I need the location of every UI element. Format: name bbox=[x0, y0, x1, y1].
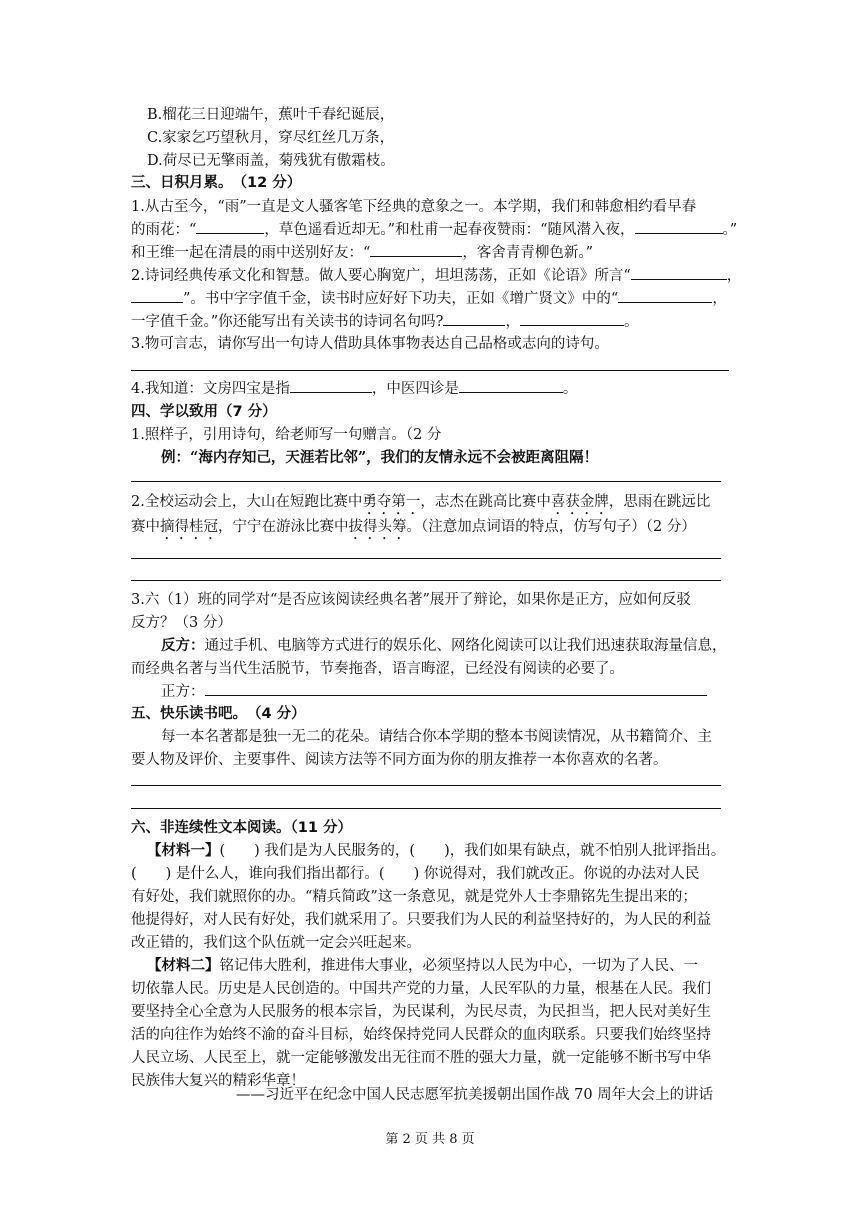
answer-line[interactable] bbox=[131, 808, 721, 809]
s4-q2-line2: 赛中摘得桂冠，宁宁在游泳比赛中拔得头筹。（注意加点词语的特点，仿写句子）（2 分） bbox=[131, 519, 696, 535]
s3-q1-line1: 1.从古至今，“雨”一直是文人骚客笔下经典的意象之一。本学期，我们和韩愈相约看早春 bbox=[131, 199, 697, 215]
answer-blank[interactable] bbox=[370, 242, 462, 257]
material-1-line2: ( ) 是什么人，谁向我们指出都行。( ) 你说得对，我们就改正。你说的办法对人民 bbox=[131, 866, 700, 882]
material-2-line6: 民族伟大复兴的精彩华章！ bbox=[131, 1073, 305, 1089]
material-2-line2: 切依靠人民。历史是人民创造的。中国共产党的力量，人民军队的力量，根基在人民。我们 bbox=[131, 981, 711, 997]
s3-q3: 3.物可言志，请你写出一句诗人借助具体事物表达自己品格或志向的诗句。 bbox=[131, 336, 609, 352]
material-2-line3: 要坚持全心全意为人民服务的根本宗旨，为民谋利，为民尽责，为民担当，把人民对美好生 bbox=[131, 1004, 711, 1020]
answer-blank[interactable] bbox=[131, 288, 183, 303]
material-2-line5: 人民立场、人民至上，就一定能够激发出无往而不胜的强大力量，就一定能够不断书写中华 bbox=[131, 1050, 711, 1066]
answer-blank[interactable] bbox=[635, 219, 723, 234]
material-2-line1: 【材料二】铭记伟大胜利，推进伟大事业，必须坚持以人民为中心，一切为了人民、一 bbox=[147, 958, 698, 974]
answer-blank[interactable] bbox=[459, 378, 563, 393]
page-footer: 第 2 页 共 8 页 bbox=[385, 1132, 475, 1147]
s4-q3-zheng: 正方： bbox=[161, 681, 707, 703]
material-1-line5: 改正错的，我们这个队伍就一定会兴旺起来。 bbox=[131, 935, 421, 951]
answer-blank[interactable] bbox=[520, 311, 624, 326]
s3-q1-line2: 的雨花：“ ，草色遥看近却无。”和杜甫一起春夜赞雨：“随风潜入夜， 。” bbox=[131, 219, 737, 241]
s4-q3-line2: 反方？（3 分） bbox=[131, 615, 232, 631]
answer-blank[interactable] bbox=[443, 311, 505, 326]
section-6-title: 六、非连续性文本阅读。（11 分） bbox=[131, 820, 352, 836]
answer-line[interactable] bbox=[131, 580, 721, 581]
option-b: B.榴花三日迎端午，蕉叶千春纪诞辰， bbox=[147, 107, 395, 123]
s4-q2-line1: 2.全校运动会上，大山在短跑比赛中勇夺第一，志杰在跳高比赛中喜获金牌，思雨在跳远比 bbox=[131, 494, 711, 510]
answer-blank[interactable] bbox=[631, 265, 727, 280]
section-3-title: 三、日积月累。 （12 分） bbox=[131, 175, 302, 191]
s3-q2-line3: 一字值千金。”你还能写出有关读书的诗词名句吗? ， 。 bbox=[131, 311, 638, 333]
s4-q3-fan-line1: 反方：通过手机、电脑等方式进行的娱乐化、网络化阅读可以让我们迅速获取海量信息， bbox=[161, 637, 727, 654]
s3-q4: 4.我知道：文房四宝是指 ，中医四诊是 。 bbox=[131, 378, 577, 400]
answer-blank[interactable] bbox=[196, 219, 264, 234]
answer-line[interactable] bbox=[131, 370, 729, 371]
material-1-line4: 他提得好，对人民有好处，我们就采用了。只要我们为人民的利益坚持好的，为人民的利益 bbox=[131, 912, 711, 928]
s5-line2: 要人物及评价、主要事件、阅读方法等不同方面为你的朋友推荐一本你喜欢的名著。 bbox=[131, 752, 668, 768]
s3-q2-line1: 2.诗词经典传承文化和智慧。做人要心胸宽广，坦坦荡荡，正如《论语》所言“ ， bbox=[131, 265, 741, 287]
option-d: D.荷尽已无擎雨盖，菊残犹有傲霜枝。 bbox=[147, 153, 395, 169]
answer-line[interactable] bbox=[131, 785, 721, 786]
material-2-line4: 活的向往作为始终不渝的奋斗目标，始终保持党同人民群众的血肉联系。只要我们始终坚持 bbox=[131, 1027, 711, 1043]
s4-q1-example: 例：“海内存知己，天涯若比邻”，我们的友情永远不会被距离阻隔！ bbox=[161, 449, 599, 466]
answer-blank[interactable] bbox=[618, 288, 712, 303]
section-5-title: 五、快乐读书吧。 （4 分） bbox=[131, 706, 306, 722]
s4-q1: 1.照样子，引用诗句，给老师写一句赠言。（2 分 bbox=[131, 427, 442, 443]
option-c: C.家家乞巧望秋月，穿尽红丝几万条， bbox=[147, 130, 395, 146]
answer-line[interactable] bbox=[131, 481, 721, 482]
s4-q3-line1: 3.六（1）班的同学对“是否应该阅读经典名著”展开了辩论，如果你是正方，应如何反驳 bbox=[131, 592, 691, 608]
material-2-source: ——习近平在纪念中国人民志愿军抗美援朝出国作战 70 周年大会上的讲话 bbox=[236, 1087, 714, 1103]
s3-q1-line3: 和王维一起在清晨的雨中送别好友：“ ，客舍青青柳色新。” bbox=[131, 242, 593, 264]
s3-q2-line2: ”。书中字字值千金，读书时应好好下功夫，正如《增广贤文》中的“ ， bbox=[131, 288, 727, 310]
section-4-title: 四、学以致用（7 分） bbox=[131, 404, 277, 420]
material-1-line3: 有好处，我们就照你的办。“精兵简政”这一条意见，就是党外人士李鼎铭先生提出来的； bbox=[131, 889, 697, 905]
s5-line1: 每一本名著都是独一无二的花朵。请结合你本学期的整本书阅读情况，从书籍简介、主 bbox=[161, 729, 712, 745]
answer-line[interactable] bbox=[131, 558, 721, 559]
answer-blank[interactable] bbox=[205, 681, 707, 696]
answer-blank[interactable] bbox=[290, 378, 372, 393]
material-1-line1: 【材料一】( ) 我们是为人民服务的，( )，我们如果有缺点，就不怕别人批评指出。 bbox=[147, 843, 726, 859]
s4-q3-fan-line2: 而经典名著与当代生活脱节，节奏拖沓，语言晦涩，已经没有阅读的必要了。 bbox=[131, 661, 624, 677]
